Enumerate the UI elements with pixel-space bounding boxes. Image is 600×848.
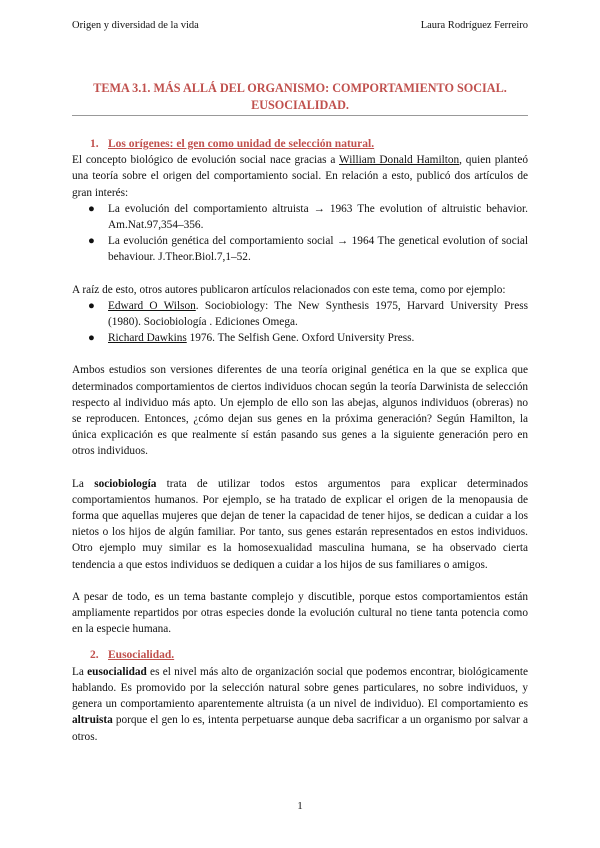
hamilton-link[interactable]: William Donald Hamilton — [339, 154, 460, 167]
altruista-term: altruista — [72, 714, 113, 727]
paragraph: A raíz de esto, otros autores publicaron artículos relacionados con este tema, como por ejemplo: — [72, 283, 506, 296]
bullet-icon: ● — [88, 202, 95, 215]
list-item: ● Edward O Wilson. Sociobiology: The New Synthesis 1975, Harvard University Press (1980). Sociobiología . Ediciones Omega. — [88, 299, 528, 329]
paragraph: La eusocialidad es el nivel más alto de organización social que podemos encontrar, biológicamente hablando. Es promovido por la selección natural sobre genes particulares, no sobre individuos, y genera un comportamiento aparentemente altruista (a un nivel de individuo). El comportamiento es altruista porque el gen lo es, intenta perpetuarse aunque deba sacrificar a un organismo por salvar a otros. — [72, 665, 528, 743]
title-line-2: EUSOCIALIDAD. — [251, 98, 349, 112]
page-header — [72, 20, 528, 34]
list-item: ● Richard Dawkins 1976. The Selfish Gene. Oxford University Press. — [108, 330, 528, 346]
section-1-number: 1. — [90, 138, 99, 150]
section-1-title: Los orígenes: el gen como unidad de selección natural. — [108, 138, 375, 150]
list-item: ● La evolución genética del comportamiento social → 1964 The genetical evolution of social behaviour. J.Theor.Biol.7,1–52. — [88, 235, 528, 264]
hamilton-articles-list — [72, 201, 528, 266]
bullet-icon: ● — [88, 235, 95, 248]
dawkins-link[interactable]: Richard Dawkins — [108, 332, 187, 345]
section-2-number: 2. — [90, 649, 99, 662]
bullet-icon: ● — [88, 332, 95, 345]
header-author: Laura Rodríguez Ferreiro — [420, 20, 528, 31]
paragraph: Ambos estudios son versiones diferentes de una teoría original genética en la que se explica que determinados comportamientos de ciertos individuos chocan según la teoría Darwinista de selección respecto al individuo más apto. Un ejemplo de ello son las abejas, algunos individuos (obreras) no se reproducen. Entonces, ¿cómo dejan sus genes en la próxima generación? Según Hamilton, la única explicación es que realmente sí están pasando sus genes a la siguiente generación pero en otros individuos. — [72, 364, 528, 458]
other-authors-list — [72, 298, 528, 347]
page-number: 1 — [297, 800, 303, 812]
title-line-1: TEMA 3.1. MÁS ALLÁ DEL ORGANISMO: COMPORTAMIENTO SOCIAL. — [93, 81, 507, 95]
section-1-heading — [90, 136, 528, 152]
section-2-title: Eusocialidad. — [108, 649, 175, 662]
header-course: Origen y diversidad de la vida — [72, 20, 199, 31]
document-title — [72, 80, 528, 114]
document-body — [72, 136, 528, 745]
title-divider — [72, 115, 528, 116]
section-1-intro: El concepto biológico de evolución social nace gracias a William Donald Hamilton, quien planteó una teoría sobre el origen del comportamiento social. En relación a esto, publicó dos artículos de gran interés: — [72, 154, 528, 199]
sociobiologia-term: sociobiología — [94, 477, 157, 490]
wilson-link[interactable]: Edward O Wilson — [108, 299, 196, 312]
section-2-heading — [90, 647, 528, 663]
paragraph: A pesar de todo, es un tema bastante complejo y discutible, porque estos comportamientos están ampliamente repartidos por otras especies donde la evolución cultural no tiene tanta potencia como en la especie humana. — [72, 590, 528, 636]
bullet-icon: ● — [88, 299, 95, 312]
list-item: ● La evolución del comportamiento altruista → 1963 The evolution of altruistic behavior. Am.Nat.97,354–356. — [88, 202, 528, 232]
eusocialidad-term: eusocialidad — [87, 665, 147, 678]
paragraph: La sociobiología trata de utilizar todos estos argumentos para explicar determinados comportamientos humanos. Por ejemplo, se ha tratado de explicar el origen de la menopausia de forma que aquellas mujeres que dejan de tener la capacidad de tener hijos, se dedican a cuidar a los nietos o los hijos de algún familiar. Por tanto, sus genes estarán representados en estos individuos. Otro ejemplo muy similar es la homosexualidad masculina humana, se ha observado cierta tendencia a que estos individuos se dediquen a cuidar a los hijos de sus familiares o amigos. — [72, 477, 528, 571]
